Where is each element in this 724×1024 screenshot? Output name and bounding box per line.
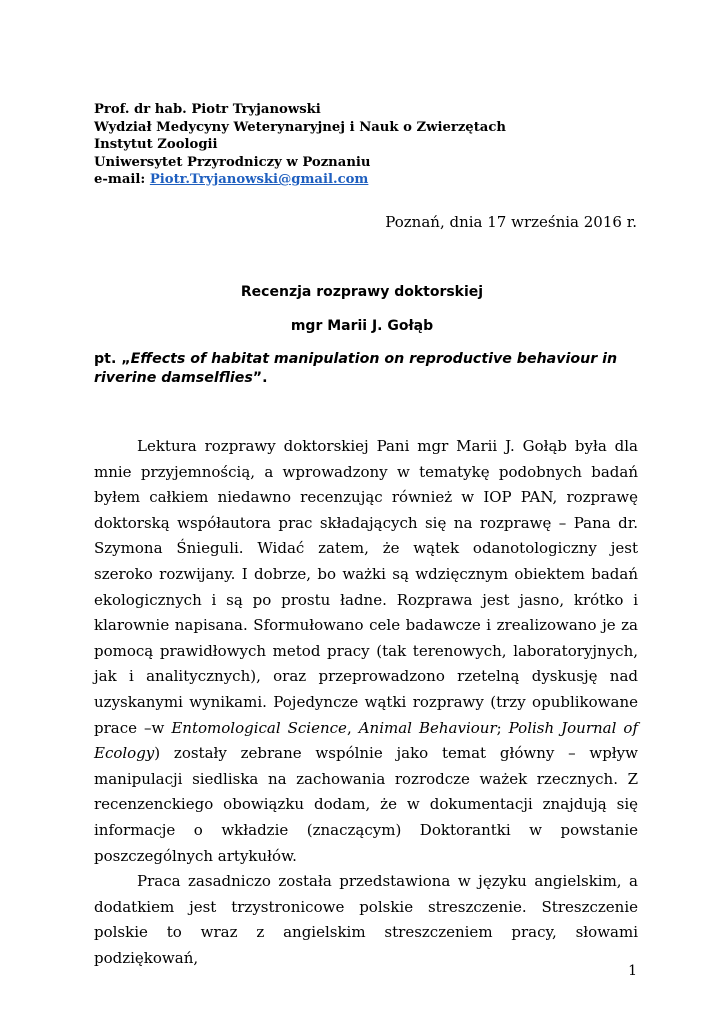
institute-name: Instytut Zoologii (94, 137, 218, 152)
thesis-title-text: Effects of habitat manipulation on reproductive behaviour in riverine damselflies (94, 351, 618, 386)
journal-name: Entomological Science (171, 718, 347, 737)
thesis-suffix: ”. (252, 370, 268, 386)
review-body (94, 434, 638, 971)
email-link[interactable]: Piotr.Tryjanowski@gmail.com (149, 172, 369, 187)
email-line (94, 171, 506, 189)
author-name: Prof. dr hab. Piotr Tryjanowski (94, 102, 321, 117)
separator: ; (496, 718, 509, 737)
document-title: Recenzja rozprawy doktorskiej (240, 284, 484, 300)
page-number: 1 (628, 963, 637, 979)
faculty-name: Wydział Medycyny Weterynaryjnej i Nauk o Zwierzętach (94, 119, 506, 135)
separator: , (346, 718, 359, 737)
author-header (94, 101, 506, 189)
email-label: e-mail: (94, 172, 150, 187)
paragraph-2: Praca zasadniczo została przedstawiona w języku angielskim, a dodatkiem jest trzystronicowe polskie streszczenie. Streszczenie polskie to wraz z angielskim streszczeniem pracy, słowami podziękowań, (94, 872, 638, 967)
thesis-prefix: pt. „ (94, 351, 131, 367)
journal-name: Polish Journal of Ecology (94, 718, 638, 763)
paragraph-1-text-a: Lektura rozprawy doktorskiej Pani mgr Marii J. Gołąb była dla mnie przyjemnością, a wprowadzony w tematykę podobnych badań byłem całkiem niedawno recenzując również w IOP PAN, rozprawę doktorską współautora prac składających się na rozprawę – Pana dr. Szymona Śnieguli. Widać zatem, że wątek odanotologiczny jest szeroko rozwijany. I dobrze, bo ważki są wdzięcznym obiektem badań ekologicznych i są po prostu ładne. Rozprawa jest jasno, krótko i klarownie napisana. Sformułowano cele badawcze i zrealizowano je za pomocą prawidłowych metod pracy (tak terenowych, laboratoryjnych, jak i analitycznych), oraz przeprowadzono rzetelną dyskusję nad uzyskanymi wynikami. Pojedyncze wątki rozprawy (trzy opublikowane prace –w (94, 437, 638, 737)
document-date: Poznań, dnia 17 września 2016 r. (385, 213, 637, 231)
paragraph-1 (94, 434, 638, 869)
university-name: Uniwersytet Przyrodniczy w Poznaniu (94, 154, 371, 170)
thesis-title (94, 350, 654, 388)
journal-name: Animal Behaviour (358, 718, 497, 737)
candidate-name: mgr Marii J. Gołąb (290, 318, 434, 334)
paragraph-1-text-b: ) zostały zebrane wspólnie jako temat główny – wpływ manipulacji siedliska na zachowania rozrodcze ważek rzecznych. Z recenzenckiego obowiązku dodam, że w dokumentacji znajdują się informacje o wkładzie (znaczącym) Doktorantki w powstanie poszczególnych artykułów. (94, 744, 638, 865)
